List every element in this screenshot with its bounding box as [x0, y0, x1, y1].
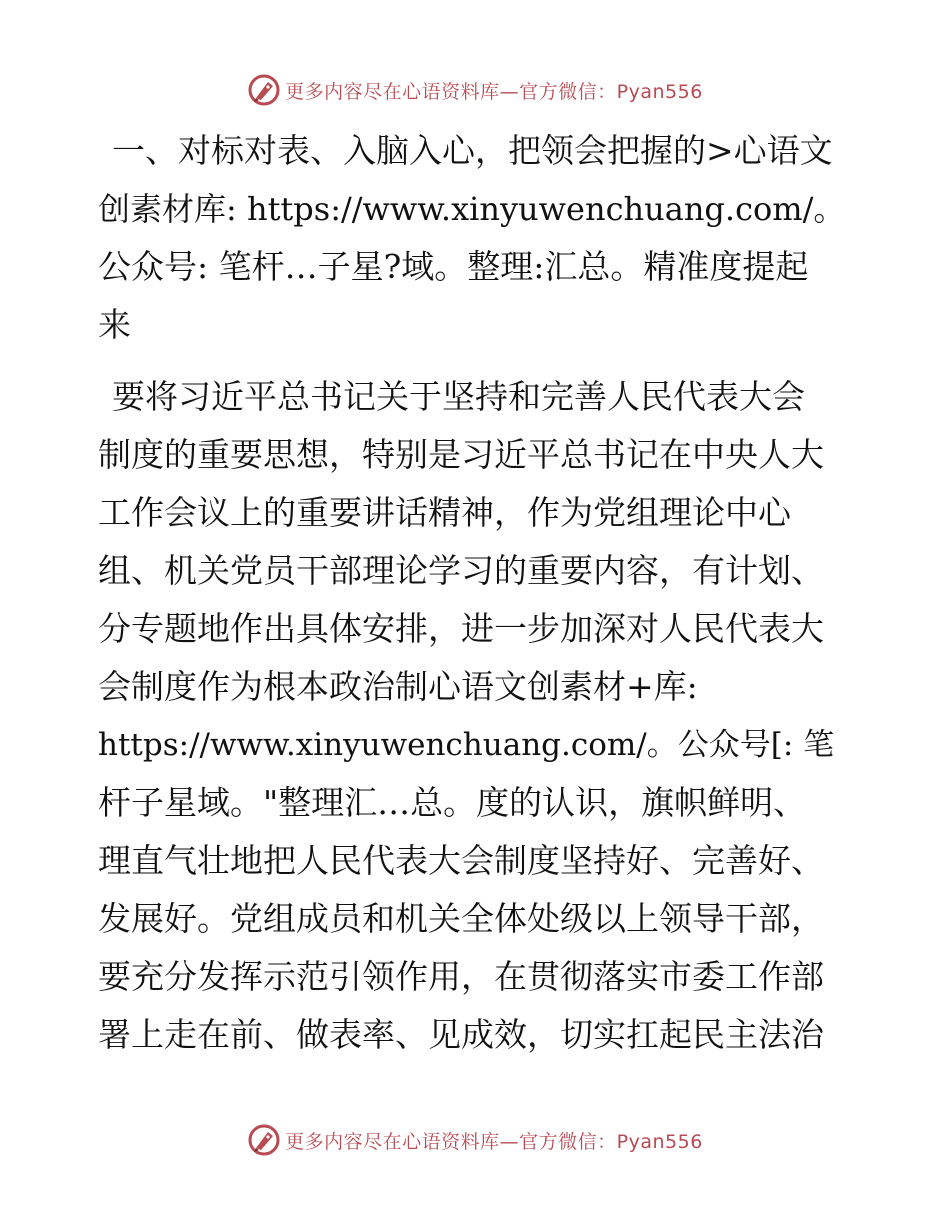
- text-line: 杆子星域。"整理汇…总。度的认识，旗帜鲜明、: [98, 783, 807, 822]
- pen-nib-logo-icon: [247, 73, 281, 107]
- header-banner: [0, 70, 950, 110]
- text-line: 一、对标对表、入脑入心，把领会把握的>心语文: [112, 131, 833, 170]
- footer-banner-text: 更多内容尽在心语资料库—官方微信：Pyan556: [285, 1130, 703, 1153]
- pen-nib-logo-icon: [247, 1123, 281, 1157]
- text-line: 会制度作为根本政治制心语文创素材+库:: [98, 667, 698, 706]
- text-line: 公众号: 笔杆…子星?域。整理:汇总。精准度提起: [98, 247, 809, 286]
- footer-banner: [0, 1120, 950, 1160]
- text-line: 制度的重要思想，特别是习近平总书记在中央人大: [98, 435, 824, 474]
- text-line: https://www.xinyuwenchuang.com/。公众号[: 笔: [98, 727, 835, 763]
- text-line: 分专题地作出具体安排，进一步加深对人民代表大: [98, 609, 824, 648]
- text-line: 来: [98, 305, 131, 344]
- header-banner-text: 更多内容尽在心语资料库—官方微信：Pyan556: [285, 80, 703, 103]
- text-line: 创素材库: https://www.xinyuwenchuang.com/。: [98, 190, 846, 228]
- paragraph-gap: [98, 354, 850, 368]
- text-line: 理直气壮地把人民代表大会制度坚持好、完善好、: [98, 841, 824, 880]
- text-line: 工作会议上的重要讲话精神，作为党组理论中心: [98, 493, 791, 532]
- paragraph-1: [98, 122, 850, 354]
- paragraph-2: [98, 368, 850, 1064]
- text-line: 组、机关党员干部理论学习的重要内容，有计划、: [98, 551, 824, 590]
- text-line: 署上走在前、做表率、见成效，切实扛起民主法治: [98, 1015, 824, 1054]
- text-line: 发展好。党组成员和机关全体处级以上领导干部，: [98, 899, 824, 938]
- text-line: 要充分发挥示范引领作用，在贯彻落实市委工作部: [98, 957, 824, 996]
- text-line: 要将习近平总书记关于坚持和完善人民代表大会: [112, 377, 805, 416]
- document-body: [98, 122, 850, 1064]
